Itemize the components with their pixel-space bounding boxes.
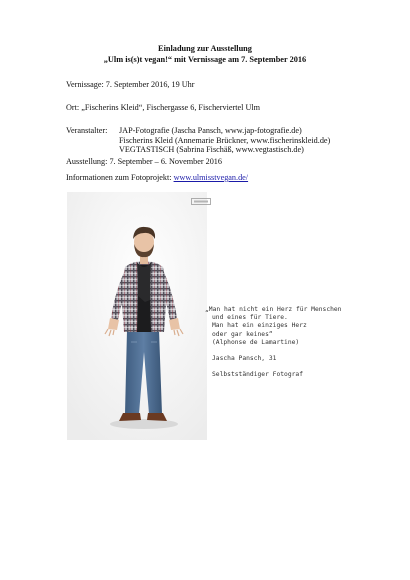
photographer-name: Jascha Pansch, 31 xyxy=(212,355,277,363)
organizer-line: VEGTASTISCH (Sabrina Fischäß, www.vegtastisch.de) xyxy=(119,145,304,155)
exhibition-dates-line: Ausstellung: 7. September – 6. November 2016 xyxy=(66,157,222,166)
quote-author: (Alphonse de Lamartine) xyxy=(212,338,300,346)
quote-line: oder gar keines“ xyxy=(212,330,273,338)
photographer-logo xyxy=(191,198,211,205)
invitation-title xyxy=(0,44,410,65)
project-info-line xyxy=(66,173,248,183)
project-website-link[interactable]: www.ulmisstvegan.de/ xyxy=(173,173,249,182)
organizer-line: Fischerins Kleid (Annemarie Brückner, www.fischerinskleid.de) xyxy=(119,135,331,145)
quote-line: „Man hat nicht ein Herz für Menschen xyxy=(205,306,342,313)
organizer-line: JAP-Fotografie (Jascha Pansch, www.jap-fotografie.de) xyxy=(119,126,302,135)
vernissage-line: Vernissage: 7. September 2016, 19 Uhr xyxy=(66,80,195,89)
title-line-2: „Ulm is(s)t vegan!“ mit Vernissage am 7. September 2016 xyxy=(103,54,307,64)
venue-line: Ort: „Fischerins Kleid“, Fischergasse 6, Fischerviertel Ulm xyxy=(66,103,261,112)
organizers-block xyxy=(66,126,330,155)
organizers-label: Veranstalter: xyxy=(66,126,108,135)
photographer-role: Selbstständiger Fotograf xyxy=(212,371,303,379)
photographer-photo xyxy=(67,192,207,440)
quote-line: und eines für Tiere. xyxy=(212,314,288,322)
quote-line: Man hat ein einziges Herz xyxy=(212,322,307,330)
project-info-label: Informationen zum Fotoprojekt: xyxy=(66,173,172,182)
title-line-1: Einladung zur Ausstellung xyxy=(158,44,252,53)
quote-block xyxy=(205,306,365,379)
